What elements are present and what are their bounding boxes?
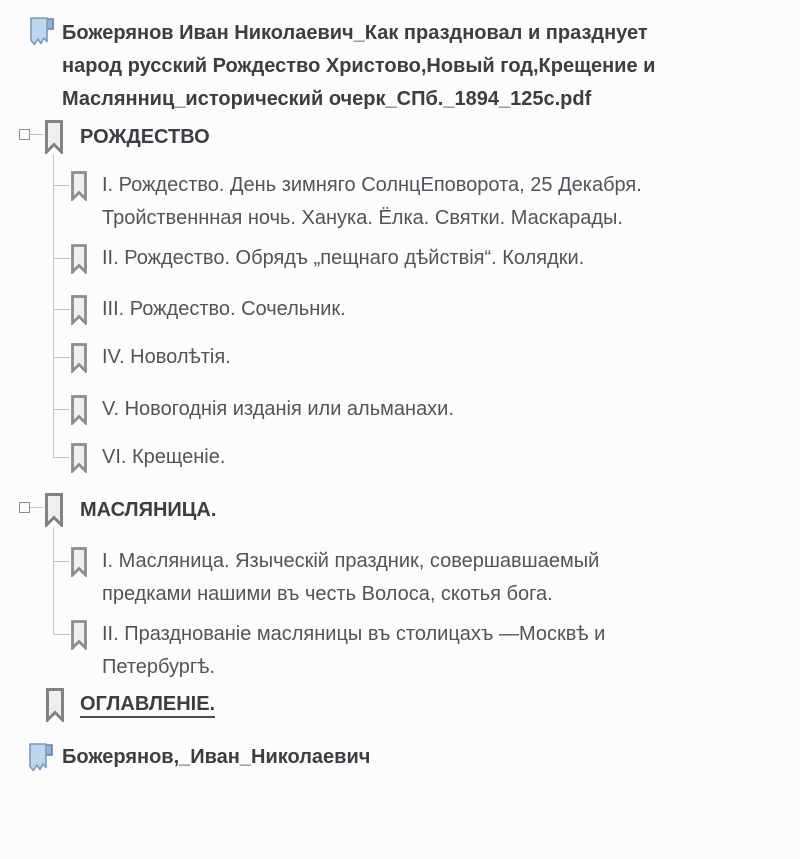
root-title-line: Маслянниц_исторический очерк_СПб._1894_125c.pdf [62,88,592,110]
bookmark-item[interactable]: II. Празднованіе масляницы въ столицахъ —Москвѣ и Петербургѣ. [102,623,606,678]
tree-line [53,154,54,458]
bookmark-outline-icon[interactable] [70,244,88,274]
tree-line [30,134,44,135]
bookmark-outline-icon[interactable] [44,120,64,154]
tree-line [53,309,70,310]
root-title-line: Божерянов Иван Николаевич_Как праздновал и празднует [62,22,648,44]
bookmark-outline-icon[interactable] [70,343,88,373]
root-document-title[interactable] [62,17,655,116]
tree-line [53,457,70,458]
tree-line [53,258,70,259]
section-label-toc[interactable]: ОГЛАВЛЕНІЕ. [80,687,215,720]
tree-line [53,527,54,635]
bookmark-item[interactable]: IV. Новолѣтія. [102,346,231,368]
document-bookmarks-blue-icon[interactable] [27,16,57,49]
tree-line [53,357,70,358]
footer-author-item[interactable]: Божерянов,_Иван_Николаевич [62,746,371,768]
collapse-box-icon[interactable] [19,502,30,513]
root-title-line: народ русский Рождество Христово,Новый год,Крещение и [62,55,656,77]
tree-line [30,507,44,508]
bookmark-outline-icon[interactable] [70,547,88,577]
tree-line [53,409,70,410]
bookmark-item[interactable]: I. Масляница. Языческій праздник, совершавшаемый предками нашими въ честь Волоса, скотья бога. [102,550,600,605]
bookmark-outline-icon[interactable] [70,295,88,325]
tree-line [53,634,70,635]
bookmark-outline-icon[interactable] [70,443,88,473]
section-label[interactable]: РОЖДЕСТВО [80,126,210,148]
bookmark-outline-icon[interactable] [70,395,88,425]
bookmark-item[interactable]: III. Рождество. Сочельник. [102,298,346,320]
bookmark-outline-icon[interactable] [44,493,64,527]
bookmark-item[interactable]: VI. Крещеніе. [102,446,226,468]
bookmark-item[interactable]: V. Новогоднія изданія или альманахи. [102,398,454,420]
tree-line [53,561,70,562]
bookmark-outline-icon[interactable] [45,688,65,722]
bookmark-outline-icon[interactable] [70,171,88,201]
collapse-box-icon[interactable] [19,129,30,140]
bookmark-item[interactable]: I. Рождество. День зимняго СолнцЕповорота, 25 Декабря. Тройственнная ночь. Ханука. Ёлка. Святки. Маскарады. [102,174,642,229]
section-label[interactable]: МАСЛЯНИЦА. [80,499,217,521]
document-bookmarks-blue-icon[interactable] [26,742,56,775]
bookmark-outline-icon[interactable] [70,620,88,650]
tree-line [53,185,70,186]
bookmark-item[interactable]: II. Рождество. Обрядъ „пещнаго дѣйствія“. Колядки. [102,247,585,269]
